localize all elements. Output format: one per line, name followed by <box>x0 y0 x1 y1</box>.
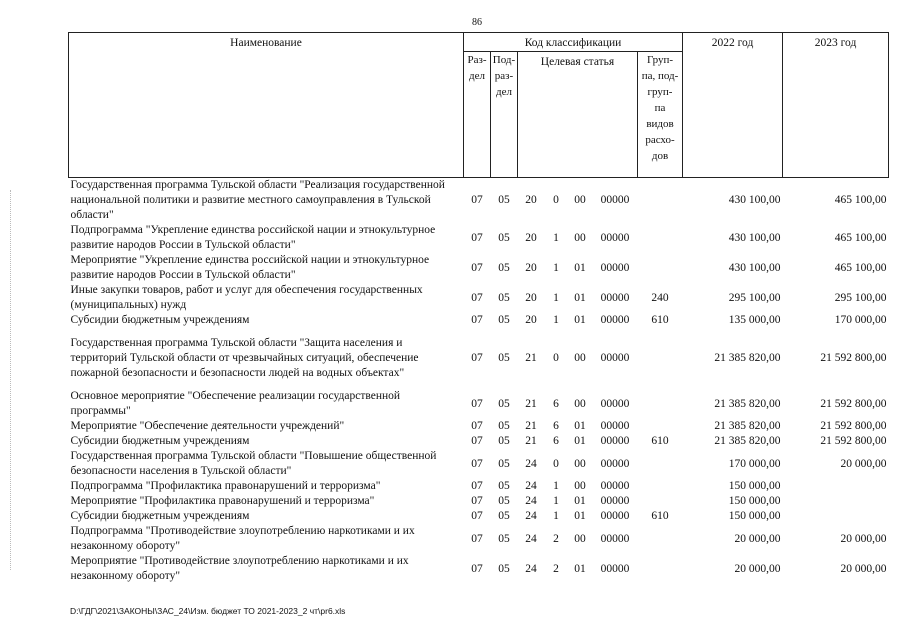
row-code-grp <box>638 479 683 494</box>
row-code-c5: 00 <box>574 194 586 206</box>
row-code-c4: 2 <box>553 562 559 575</box>
row-name: Подпрограмма "Укрепление единства российской нации и этнокультурное развитие народов России в Тульской области" <box>70 224 436 251</box>
row-code-c4: 0 <box>553 457 559 470</box>
row-code-c1: 07 <box>471 532 483 545</box>
row-code-c3: 21 <box>525 352 537 364</box>
row-name: Субсидии бюджетным учреждениям <box>70 510 250 522</box>
row-code-c4: 6 <box>553 397 559 410</box>
row-code-c4: 1 <box>553 261 559 274</box>
row-code-c3: 24 <box>525 510 537 522</box>
row-code-c3: 24 <box>525 562 537 575</box>
row-code-c4: 1 <box>553 510 559 522</box>
footer-file-path: D:\ГДГ\2021\ЗАКОНЫ\ЗАС_24\Изм. бюджет ТО 2021-2023_2 чт\pr6.xls <box>70 606 346 616</box>
row-code-c5: 00 <box>574 480 586 492</box>
row-code-c2: 05 <box>498 435 510 447</box>
row-code-c5: 01 <box>574 420 586 432</box>
row-code-c6: 00000 <box>600 532 630 545</box>
row-code-c3: 21 <box>525 397 537 410</box>
row-code-c4: 6 <box>553 420 559 432</box>
row-code-c1: 07 <box>471 510 483 522</box>
row-name: Государственная программа Тульской области "Реализация государственной национальной политики и развитие местного самоуправления в Тульской области" <box>70 179 445 221</box>
row-amount-y2023: 465 100,00 <box>834 194 887 206</box>
row-code-c5: 00 <box>574 532 586 545</box>
row-amount-y2022: 430 100,00 <box>728 231 781 244</box>
row-code-c5: 01 <box>574 261 586 274</box>
row-code-c6: 00000 <box>600 562 630 575</box>
row-code-c1: 07 <box>471 457 483 470</box>
row-code-c4: 1 <box>553 314 559 326</box>
row-amount-y2023: 465 100,00 <box>834 261 887 274</box>
row-code-c3: 24 <box>525 457 537 470</box>
row-amount-y2022: 150 000,00 <box>728 510 781 522</box>
row-amount-y2022: 295 100,00 <box>728 291 781 304</box>
row-name: Субсидии бюджетным учреждениям <box>70 435 250 447</box>
row-code-grp <box>638 385 683 419</box>
row-code-c4: 1 <box>553 231 559 244</box>
row-code-c4: 0 <box>553 194 559 206</box>
row-amount-y2023: 21 592 800,00 <box>820 352 887 364</box>
row-code-grp <box>638 449 683 479</box>
row-code-grp: 610 <box>651 510 669 522</box>
row-amount-y2023 <box>783 479 889 494</box>
row-name: Мероприятие "Укрепление единства российской нации и этнокультурное развитие народов России в Тульской области" <box>70 254 430 281</box>
row-code-grp <box>638 419 683 434</box>
row-amount-y2022: 20 000,00 <box>734 562 781 575</box>
row-amount-y2022: 430 100,00 <box>728 261 781 274</box>
row-code-c3: 21 <box>525 435 537 447</box>
row-amount-y2022: 21 385 820,00 <box>714 435 781 447</box>
margin-dotted-line <box>10 190 13 570</box>
row-code-c2: 05 <box>498 510 510 522</box>
row-code-c2: 05 <box>498 480 510 492</box>
row-name: Субсидии бюджетным учреждениям <box>70 314 250 326</box>
table-row <box>69 178 889 224</box>
row-name: Иные закупки товаров, работ и услуг для обеспечения государственных (муниципальных) нужд <box>70 284 423 311</box>
row-amount-y2022: 135 000,00 <box>728 314 781 326</box>
row-code-grp <box>638 524 683 554</box>
row-amount-y2022: 21 385 820,00 <box>714 352 781 364</box>
row-code-c5: 00 <box>574 457 586 470</box>
row-code-grp <box>638 178 683 224</box>
row-code-c6: 00000 <box>600 457 630 470</box>
row-code-c1: 07 <box>471 194 483 206</box>
row-code-c6: 00000 <box>600 480 630 492</box>
row-code-c1: 07 <box>471 291 483 304</box>
row-code-grp: 610 <box>651 314 669 326</box>
row-code-c1: 07 <box>471 261 483 274</box>
row-code-c5: 01 <box>574 562 586 575</box>
row-code-c4: 2 <box>553 532 559 545</box>
row-code-c4: 0 <box>553 352 559 364</box>
table-row <box>69 385 889 419</box>
row-name: Подпрограмма "Профилактика правонарушений и терроризма" <box>70 480 381 492</box>
row-code-c2: 05 <box>498 495 510 507</box>
row-code-c6: 00000 <box>600 352 630 364</box>
row-amount-y2023 <box>783 494 889 509</box>
row-code-c3: 24 <box>525 495 537 507</box>
row-code-c6: 00000 <box>600 261 630 274</box>
table-row <box>69 283 889 313</box>
row-code-c5: 01 <box>574 314 586 326</box>
row-code-grp: 610 <box>651 435 669 447</box>
header-classification-code: Код классификации <box>464 33 683 52</box>
row-code-c4: 1 <box>553 495 559 507</box>
row-name: Подпрограмма "Противодействие злоупотреблению наркотиками и их незаконному обороту" <box>70 525 415 552</box>
row-code-c2: 05 <box>498 532 510 545</box>
row-code-c3: 24 <box>525 532 537 545</box>
row-code-c6: 00000 <box>600 314 630 326</box>
row-amount-y2022: 21 385 820,00 <box>714 420 781 432</box>
table-row <box>69 253 889 283</box>
row-code-c1: 07 <box>471 480 483 492</box>
row-code-c1: 07 <box>471 495 483 507</box>
header-year-2022: 2022 год <box>683 33 783 178</box>
row-code-c2: 05 <box>498 231 510 244</box>
row-code-c1: 07 <box>471 420 483 432</box>
row-name: Основное мероприятие "Обеспечение реализации государственной программы" <box>70 390 401 417</box>
row-code-grp <box>638 223 683 253</box>
row-code-c5: 01 <box>574 435 586 447</box>
row-amount-y2023: 20 000,00 <box>840 562 887 575</box>
row-code-c2: 05 <box>498 314 510 326</box>
budget-table <box>68 32 889 584</box>
table-row <box>69 313 889 332</box>
row-code-c2: 05 <box>498 420 510 432</box>
row-amount-y2023: 465 100,00 <box>834 231 887 244</box>
row-amount-y2022: 430 100,00 <box>728 194 781 206</box>
header-subsection: Под- раз- дел <box>491 52 518 178</box>
table-row <box>69 524 889 554</box>
header-target-item: Целевая статья <box>518 52 638 178</box>
row-code-c1: 07 <box>471 435 483 447</box>
header-year-2023: 2023 год <box>783 33 889 178</box>
row-code-c3: 20 <box>525 291 537 304</box>
row-code-c6: 00000 <box>600 495 630 507</box>
row-amount-y2022: 170 000,00 <box>728 457 781 470</box>
row-code-c1: 07 <box>471 231 483 244</box>
row-amount-y2023: 21 592 800,00 <box>820 397 887 410</box>
row-code-c6: 00000 <box>600 420 630 432</box>
row-code-c2: 05 <box>498 194 510 206</box>
table-row <box>69 509 889 524</box>
row-code-c3: 21 <box>525 420 537 432</box>
row-amount-y2023: 21 592 800,00 <box>820 420 887 432</box>
row-amount-y2023: 295 100,00 <box>834 291 887 304</box>
row-amount-y2023: 20 000,00 <box>840 532 887 545</box>
row-name: Государственная программа Тульской области "Повышение общественной безопасности населения в Тульской области" <box>70 450 437 477</box>
header-expense-group: Груп- па, под- груп- па видов расхо- дов <box>638 52 683 178</box>
table-row <box>69 554 889 584</box>
table-row <box>69 434 889 449</box>
table-row <box>69 223 889 253</box>
row-code-c2: 05 <box>498 291 510 304</box>
table-row <box>69 479 889 494</box>
row-code-grp <box>638 253 683 283</box>
row-amount-y2023: 170 000,00 <box>834 314 887 326</box>
row-amount-y2023: 21 592 800,00 <box>820 435 887 447</box>
row-amount-y2022: 150 000,00 <box>728 495 781 507</box>
table-row <box>69 449 889 479</box>
table-row <box>69 332 889 385</box>
row-code-grp: 240 <box>651 291 669 304</box>
row-code-c4: 6 <box>553 435 559 447</box>
row-name: Государственная программа Тульской области "Защита населения и территорий Тульской области от чрезвычайных ситуаций, обеспечение пожарной безопасности и безопасности людей на водных объектах" <box>70 337 419 379</box>
row-code-grp <box>638 332 683 385</box>
row-code-c5: 01 <box>574 291 586 304</box>
row-code-c4: 1 <box>553 480 559 492</box>
row-name: Мероприятие "Противодействие злоупотреблению наркотиками и их незаконному обороту" <box>70 555 409 582</box>
row-name: Мероприятие "Профилактика правонарушений и терроризма" <box>70 495 375 507</box>
row-code-c5: 00 <box>574 397 586 410</box>
page-number: 86 <box>472 17 482 28</box>
row-code-c3: 20 <box>525 314 537 326</box>
row-code-c6: 00000 <box>600 194 630 206</box>
table-body <box>69 178 889 585</box>
row-code-c5: 00 <box>574 231 586 244</box>
row-code-c1: 07 <box>471 314 483 326</box>
row-code-c3: 20 <box>525 194 537 206</box>
row-code-c1: 07 <box>471 397 483 410</box>
row-code-c1: 07 <box>471 562 483 575</box>
row-code-c6: 00000 <box>600 231 630 244</box>
row-name: Мероприятие "Обеспечение деятельности учреждений" <box>70 420 345 432</box>
row-code-c3: 20 <box>525 231 537 244</box>
row-code-c3: 24 <box>525 480 537 492</box>
row-code-c2: 05 <box>498 562 510 575</box>
row-code-c2: 05 <box>498 457 510 470</box>
row-amount-y2022: 21 385 820,00 <box>714 397 781 410</box>
row-code-c6: 00000 <box>600 510 630 522</box>
row-code-c6: 00000 <box>600 435 630 447</box>
row-code-c1: 07 <box>471 352 483 364</box>
header-section: Раз- дел <box>464 52 491 178</box>
row-code-c2: 05 <box>498 261 510 274</box>
row-code-c6: 00000 <box>600 397 630 410</box>
row-amount-y2023 <box>783 509 889 524</box>
row-amount-y2022: 150 000,00 <box>728 480 781 492</box>
table-row <box>69 494 889 509</box>
table-row <box>69 419 889 434</box>
row-code-c4: 1 <box>553 291 559 304</box>
row-code-c5: 01 <box>574 510 586 522</box>
row-code-grp <box>638 554 683 584</box>
row-amount-y2023: 20 000,00 <box>840 457 887 470</box>
row-code-c3: 20 <box>525 261 537 274</box>
row-code-grp <box>638 494 683 509</box>
row-code-c5: 00 <box>574 352 586 364</box>
row-code-c5: 01 <box>574 495 586 507</box>
row-amount-y2022: 20 000,00 <box>734 532 781 545</box>
row-code-c6: 00000 <box>600 291 630 304</box>
row-code-c2: 05 <box>498 397 510 410</box>
header-name: Наименование <box>69 33 464 178</box>
row-code-c2: 05 <box>498 352 510 364</box>
